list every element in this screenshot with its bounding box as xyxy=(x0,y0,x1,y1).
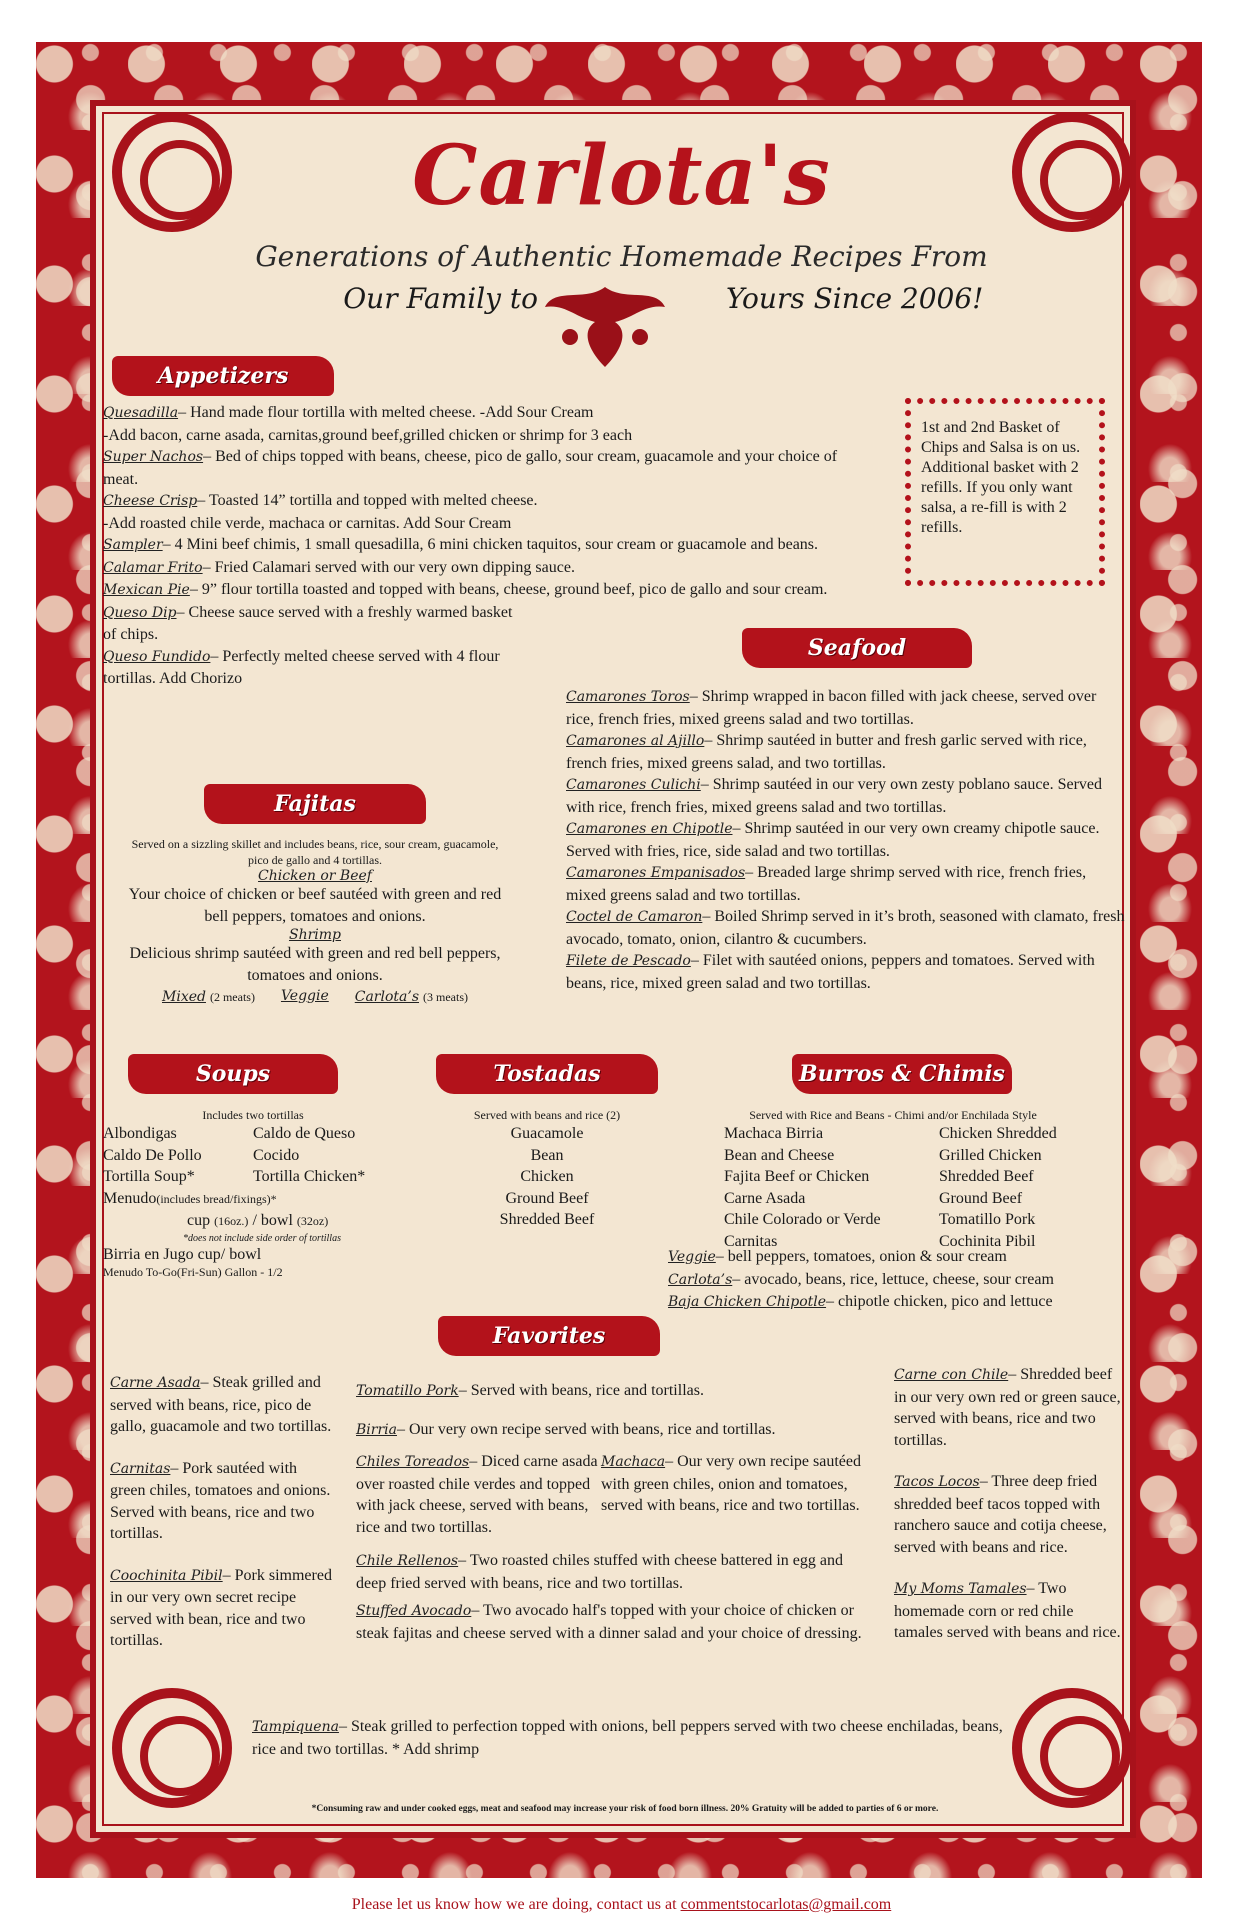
seafood-item-name: Camarones Toros xyxy=(566,689,690,705)
favorites-row xyxy=(356,1451,876,1538)
favorite-item-name: Chile Rellenos xyxy=(356,1553,459,1569)
soup-item: Caldo de Queso xyxy=(253,1125,356,1142)
burros-specials xyxy=(668,1246,1128,1314)
favorites-tampiquena xyxy=(252,1716,1012,1760)
fajitas-mixed: Mixed xyxy=(162,989,206,1005)
soup-item: Tortilla Soup* xyxy=(103,1168,195,1185)
favorite-item-desc: – Pork simmered in our very own secret recipe served with bean, rice and two tortillas. xyxy=(110,1566,332,1649)
favorites-banner: Favorites xyxy=(438,1316,660,1356)
fajitas-intro: Served on a sizzling skillet and includes beans, rice, sour cream, guacamole, pico de gallo and 4 tortillas. xyxy=(131,837,499,867)
burro-item: Chicken Shredded xyxy=(939,1125,1057,1142)
favorite-item xyxy=(356,1600,876,1644)
appetizer-item-name: Queso Fundido xyxy=(103,648,211,665)
favorite-item-desc: – Our very own recipe sautéed with green chiles, onion and tomatoes, served with beans, rice and two tortillas. xyxy=(601,1453,861,1514)
burro-special xyxy=(668,1291,1128,1314)
favorite-item-name: Birria xyxy=(356,1421,397,1438)
food-safety-warning: *Consuming raw and under cooked eggs, meat and seafood may increase your risk of food born illness. 20% Gratuity will be added to parties of 6 or more. xyxy=(311,1804,939,1814)
favorite-item-name: Carne Asada xyxy=(110,1375,201,1391)
bowl: / bowl xyxy=(252,1212,293,1229)
favorite-item-desc: – Pork sautéed with green chiles, tomatoes and onions. Served with beans, rice and two tortillas. xyxy=(110,1459,331,1542)
favorite-item xyxy=(356,1451,601,1538)
footer-text: Please let us know how we are doing, contact us at xyxy=(351,1896,681,1913)
appetizer-item-name: Queso Dip xyxy=(103,604,177,621)
appetizer-item xyxy=(103,646,523,690)
favorite-item xyxy=(356,1419,876,1442)
favorite-item xyxy=(252,1716,1012,1760)
tagline-line2b: Yours Since 2006! xyxy=(726,282,984,315)
favorites-col1 xyxy=(110,1372,335,1672)
fajitas-veggie: Veggie xyxy=(280,988,329,1004)
burro-special-desc: – chipotle chicken, pico and lettuce xyxy=(826,1293,1053,1310)
seafood-item xyxy=(566,862,1126,906)
tostada-item: Guacamole xyxy=(510,1125,584,1142)
favorite-item xyxy=(356,1550,876,1594)
tortilla-note: *does not include side order of tortillas xyxy=(183,1232,341,1244)
celtic-knot-icon xyxy=(112,1688,232,1808)
fajitas-chicken-desc: Your choice of chicken or beef sautéed with green and red bell peppers, tomatoes and onions. xyxy=(128,886,502,925)
soups-block xyxy=(103,1108,423,1280)
appetizer-item-desc: – Perfectly melted cheese served with 4 flour tortillas. Add Chorizo xyxy=(103,647,500,687)
burro-item: Shredded Beef xyxy=(939,1168,1034,1185)
tostada-item: Chicken xyxy=(520,1168,574,1185)
favorite-item-desc: – Two roasted chiles stuffed with cheese battered in egg and deep fried served with beans, rice and two tortillas. xyxy=(356,1552,843,1592)
favorite-item-name: Tomatillo Pork xyxy=(356,1383,459,1399)
appetizer-item xyxy=(103,446,853,490)
favorites-col3 xyxy=(894,1364,1126,1664)
appetizer-item-desc: – Cheese sauce served with a freshly warmed basket of chips. xyxy=(103,603,513,643)
seafood-item-desc: – Shrimp wrapped in bacon filled with jack cheese, served over rice, french fries, mixed greens salad and two tortillas. xyxy=(566,688,1097,728)
soup-row xyxy=(103,1166,423,1188)
favorites-col2 xyxy=(356,1380,876,1644)
birria-soup: Birria en Jugo cup/ bowl xyxy=(103,1245,262,1263)
burro-special-desc: – avocado, beans, rice, lettuce, cheese, sour cream xyxy=(732,1270,1054,1288)
seafood-item-name: Camarones Culichi xyxy=(566,777,701,793)
seafood-item-name: Filete de Pescado xyxy=(566,953,691,969)
tostada-item: Bean xyxy=(530,1146,564,1164)
burro-item: Fajita Beef or Chicken xyxy=(724,1168,870,1185)
appetizer-item-desc: – Fried Calamari served with our very own dipping sauce. xyxy=(202,558,575,576)
tagline-line1: Generations of Authentic Homemade Recipes From xyxy=(255,240,988,273)
burro-special-name: Carlota’s xyxy=(668,1271,733,1288)
soups-banner: Soups xyxy=(128,1054,338,1094)
favorite-item xyxy=(356,1380,876,1403)
footer-contact xyxy=(0,1896,1243,1914)
burro-special-desc: – bell peppers, tomatoes, onion & sour cream xyxy=(715,1248,1007,1265)
favorite-item xyxy=(110,1372,335,1438)
seafood-item xyxy=(566,730,1126,774)
appetizer-item-name: Cheese Crisp xyxy=(103,493,198,509)
favorite-item-desc: – Diced carne asada over roasted chile verdes and topped with jack cheese, served with beans, rice and two tortillas. xyxy=(356,1453,598,1536)
seafood-item xyxy=(566,950,1126,994)
cup: cup xyxy=(187,1212,211,1229)
seafood-item-desc: – Filet with sautéed onions, peppers and tomatoes. Served with beans, rice, mixed green salad and two tortillas. xyxy=(566,952,1095,992)
appetizer-item xyxy=(103,490,853,513)
burros-list xyxy=(668,1123,1118,1252)
favorite-item-name: Carnitas xyxy=(110,1460,171,1477)
seafood-item xyxy=(566,686,1126,730)
seafood-list xyxy=(566,686,1126,994)
seafood-item xyxy=(566,818,1126,862)
appetizers-list xyxy=(103,402,853,690)
soup-item: Albondigas xyxy=(103,1125,177,1142)
tostada-item: Ground Beef xyxy=(505,1189,589,1207)
flourish-ornament-icon xyxy=(535,282,675,372)
restaurant-title: Carlota's xyxy=(412,128,831,224)
fajitas-mixed-note: (2 meats) xyxy=(209,990,255,1004)
seafood-item-desc: – Shrimp sautéed in our very own creamy chipotle sauce. Served with fries, rice, side salad and two tortillas. xyxy=(566,820,1100,860)
soup-row xyxy=(103,1145,423,1167)
favorite-item-desc: – Steak grilled to perfection topped with onions, bell peppers served with two cheese enchiladas, beans, rice and two tortillas. * Add shrimp xyxy=(252,1718,1003,1758)
burros-intro: Served with Rice and Beans - Chimi and/or Enchilada Style xyxy=(749,1108,1037,1122)
appetizer-item xyxy=(103,534,853,557)
soup-item: Cocido xyxy=(253,1146,300,1164)
tostadas-list xyxy=(440,1123,654,1231)
burro-item: Carne Asada xyxy=(724,1189,806,1207)
appetizer-item-desc: – 9” flour tortilla toasted and topped with beans, cheese, ground beef, pico de gallo and sour cream. xyxy=(189,581,828,598)
appetizer-item-desc: – Bed of chips topped with beans, cheese, pico de gallo, sour cream, guacamole and your choice of meat. xyxy=(103,448,838,488)
menudo-note: (includes bread/fixings)* xyxy=(156,1191,277,1206)
favorite-item xyxy=(110,1458,335,1545)
tostadas-banner: Tostadas xyxy=(436,1054,658,1094)
fajitas-block xyxy=(120,836,510,1006)
appetizer-item-desc: – 4 Mini beef chimis, 1 small quesadilla, 6 mini chicken taquitos, sour cream or guacamole and beans. xyxy=(162,536,819,553)
favorite-item-name: Tacos Locos xyxy=(894,1474,980,1490)
fajitas-carlotas-note: (3 meats) xyxy=(423,990,468,1004)
favorite-item xyxy=(894,1578,1126,1644)
cup-note: (16oz.) xyxy=(214,1214,249,1228)
fajitas-banner: Fajitas xyxy=(204,784,426,824)
favorite-item-desc: – Three deep fried shredded beef tacos topped with ranchero sauce and cotija cheese, served with beans and rice. xyxy=(894,1473,1107,1556)
soups-list xyxy=(103,1123,423,1188)
burro-item: Grilled Chicken xyxy=(939,1146,1042,1164)
favorite-item xyxy=(601,1451,876,1538)
burros-block xyxy=(668,1108,1118,1252)
celtic-knot-icon xyxy=(1012,1688,1132,1808)
appetizer-item-name: Mexican Pie xyxy=(103,582,190,598)
appetizer-item-desc: -Add bacon, carne asada, carnitas,ground beef,grilled chicken or shrimp for 3 each xyxy=(103,426,633,444)
appetizer-item-name: Sampler xyxy=(103,537,163,553)
appetizers-banner: Appetizers xyxy=(112,356,334,396)
favorite-item xyxy=(110,1565,335,1652)
favorite-item-name: Carne con Chile xyxy=(894,1367,1009,1383)
favorite-item xyxy=(894,1471,1126,1558)
appetizer-item xyxy=(103,579,853,602)
soup-row xyxy=(103,1123,423,1145)
contact-email-link[interactable]: commentstocarlotas@gmail.com xyxy=(680,1896,892,1913)
burro-item: Chile Colorado or Verde xyxy=(724,1211,881,1228)
seafood-item-name: Camarones Empanisados xyxy=(566,865,746,881)
chips-note: 1st and 2nd Basket of Chips and Salsa is on us. Additional basket with 2 refills. If you only want salsa, a re-fill is with 2 refills. xyxy=(905,398,1105,586)
fajitas-chicken-heading: Chicken or Beef xyxy=(258,868,372,884)
seafood-item-desc: – Boiled Shrimp served in it’s broth, seasoned with clamato, fresh avocado, tomato, onion, cilantro & cucumbers. xyxy=(566,908,1125,948)
seafood-item-desc: – Shrimp sautéed in butter and fresh garlic served with rice, french fries, mixed greens salad, and two tortillas. xyxy=(566,732,1087,772)
tostada-item: Shredded Beef xyxy=(499,1211,595,1228)
bowl-note: (32oz) xyxy=(296,1214,329,1228)
tostadas-intro: Served with beans and rice (2) xyxy=(473,1108,621,1122)
burro-item: Cochinita Pibil xyxy=(939,1232,1036,1250)
favorite-item-desc: – Shredded beef in our very own red or green sauce, served with beans, rice and two tortillas. xyxy=(894,1366,1121,1449)
favorite-item-desc: – Our very own recipe served with beans, rice and tortillas. xyxy=(396,1420,776,1438)
appetizer-item-desc: – Hand made flour tortilla with melted cheese. -Add Sour Cream xyxy=(178,404,594,421)
seafood-item-name: Camarones en Chipotle xyxy=(566,821,733,837)
burro-item: Ground Beef xyxy=(939,1189,1023,1207)
appetizer-item xyxy=(103,513,853,535)
favorite-item-name: Chiles Toreados xyxy=(356,1454,470,1470)
soups-intro: Includes two tortillas xyxy=(202,1108,304,1122)
favorite-item-name: My Moms Tamales xyxy=(894,1581,1027,1597)
favorite-item xyxy=(894,1364,1126,1451)
menudo-togo: Menudo To-Go(Fri-Sun) Gallon - 1/2 xyxy=(103,1265,283,1279)
soup-item: Caldo De Pollo xyxy=(103,1146,202,1164)
burros-banner: Burros & Chimis xyxy=(792,1054,1012,1094)
burro-special-name: Veggie xyxy=(668,1249,716,1265)
burro-item: Bean and Cheese xyxy=(724,1146,835,1164)
appetizer-item xyxy=(103,425,853,447)
fajitas-shrimp-desc: Delicious shrimp sautéed with green and red bell peppers, tomatoes and onions. xyxy=(129,945,501,984)
seafood-item-desc: – Breaded large shrimp served with rice, french fries, mixed greens salad and two tortillas. xyxy=(566,864,1087,904)
appetizer-item xyxy=(103,602,523,646)
favorite-item-name: Stuffed Avocado xyxy=(356,1603,472,1619)
burro-item: Tomatillo Pork xyxy=(939,1211,1036,1228)
seafood-item xyxy=(566,774,1126,818)
fajitas-carlotas: Carlota’s xyxy=(354,989,420,1005)
burro-special xyxy=(668,1246,1128,1269)
tagline-line2a: Our Family to xyxy=(343,282,538,315)
appetizer-item xyxy=(103,557,853,580)
seafood-item-name: Coctel de Camaron xyxy=(566,909,703,925)
favorite-item-desc: – Steak grilled and served with beans, rice, pico de gallo, guacamole and two tortillas. xyxy=(110,1374,332,1435)
favorite-item-desc: – Two avocado half's topped with your choice of chicken or steak fajitas and cheese served with a dinner salad and your choice of dressing. xyxy=(356,1602,862,1642)
appetizer-item-name: Calamar Frito xyxy=(103,559,203,576)
burro-special-name: Baja Chicken Chipotle xyxy=(668,1294,827,1310)
burro-item: Carnitas xyxy=(724,1232,778,1250)
appetizer-item-desc: -Add roasted chile verde, machaca or carnitas. Add Sour Cream xyxy=(103,514,512,532)
tostadas-block xyxy=(440,1108,654,1231)
favorite-item-name: Machaca xyxy=(601,1454,666,1470)
burro-item: Machaca Birria xyxy=(724,1125,824,1142)
favorite-item-desc: – Served with beans, rice and tortillas. xyxy=(458,1382,704,1399)
fajitas-shrimp-heading: Shrimp xyxy=(288,927,341,943)
appetizer-item-name: Super Nachos xyxy=(103,449,204,465)
soup-item: Tortilla Chicken* xyxy=(253,1168,366,1185)
seafood-item-name: Camarones al Ajillo xyxy=(566,733,705,749)
favorite-item-desc: – Two homemade corn or red chile tamales served with beans and rice. xyxy=(894,1580,1121,1641)
burro-special xyxy=(668,1269,1128,1292)
appetizer-item-name: Quesadilla xyxy=(103,405,179,421)
menudo: Menudo xyxy=(103,1189,157,1207)
seafood-banner: Seafood xyxy=(742,628,972,668)
seafood-item xyxy=(566,906,1126,950)
favorite-item-name: Tampiquena xyxy=(252,1719,339,1735)
appetizer-item-desc: – Toasted 14” tortilla and topped with melted cheese. xyxy=(197,492,538,509)
favorite-item-name: Coochinita Pibil xyxy=(110,1567,223,1584)
seafood-item-desc: – Shrimp sautéed in our very own zesty poblano sauce. Served with rice, french fries, mixed greens salad and two tortillas. xyxy=(566,776,1102,816)
appetizer-item xyxy=(103,402,853,425)
